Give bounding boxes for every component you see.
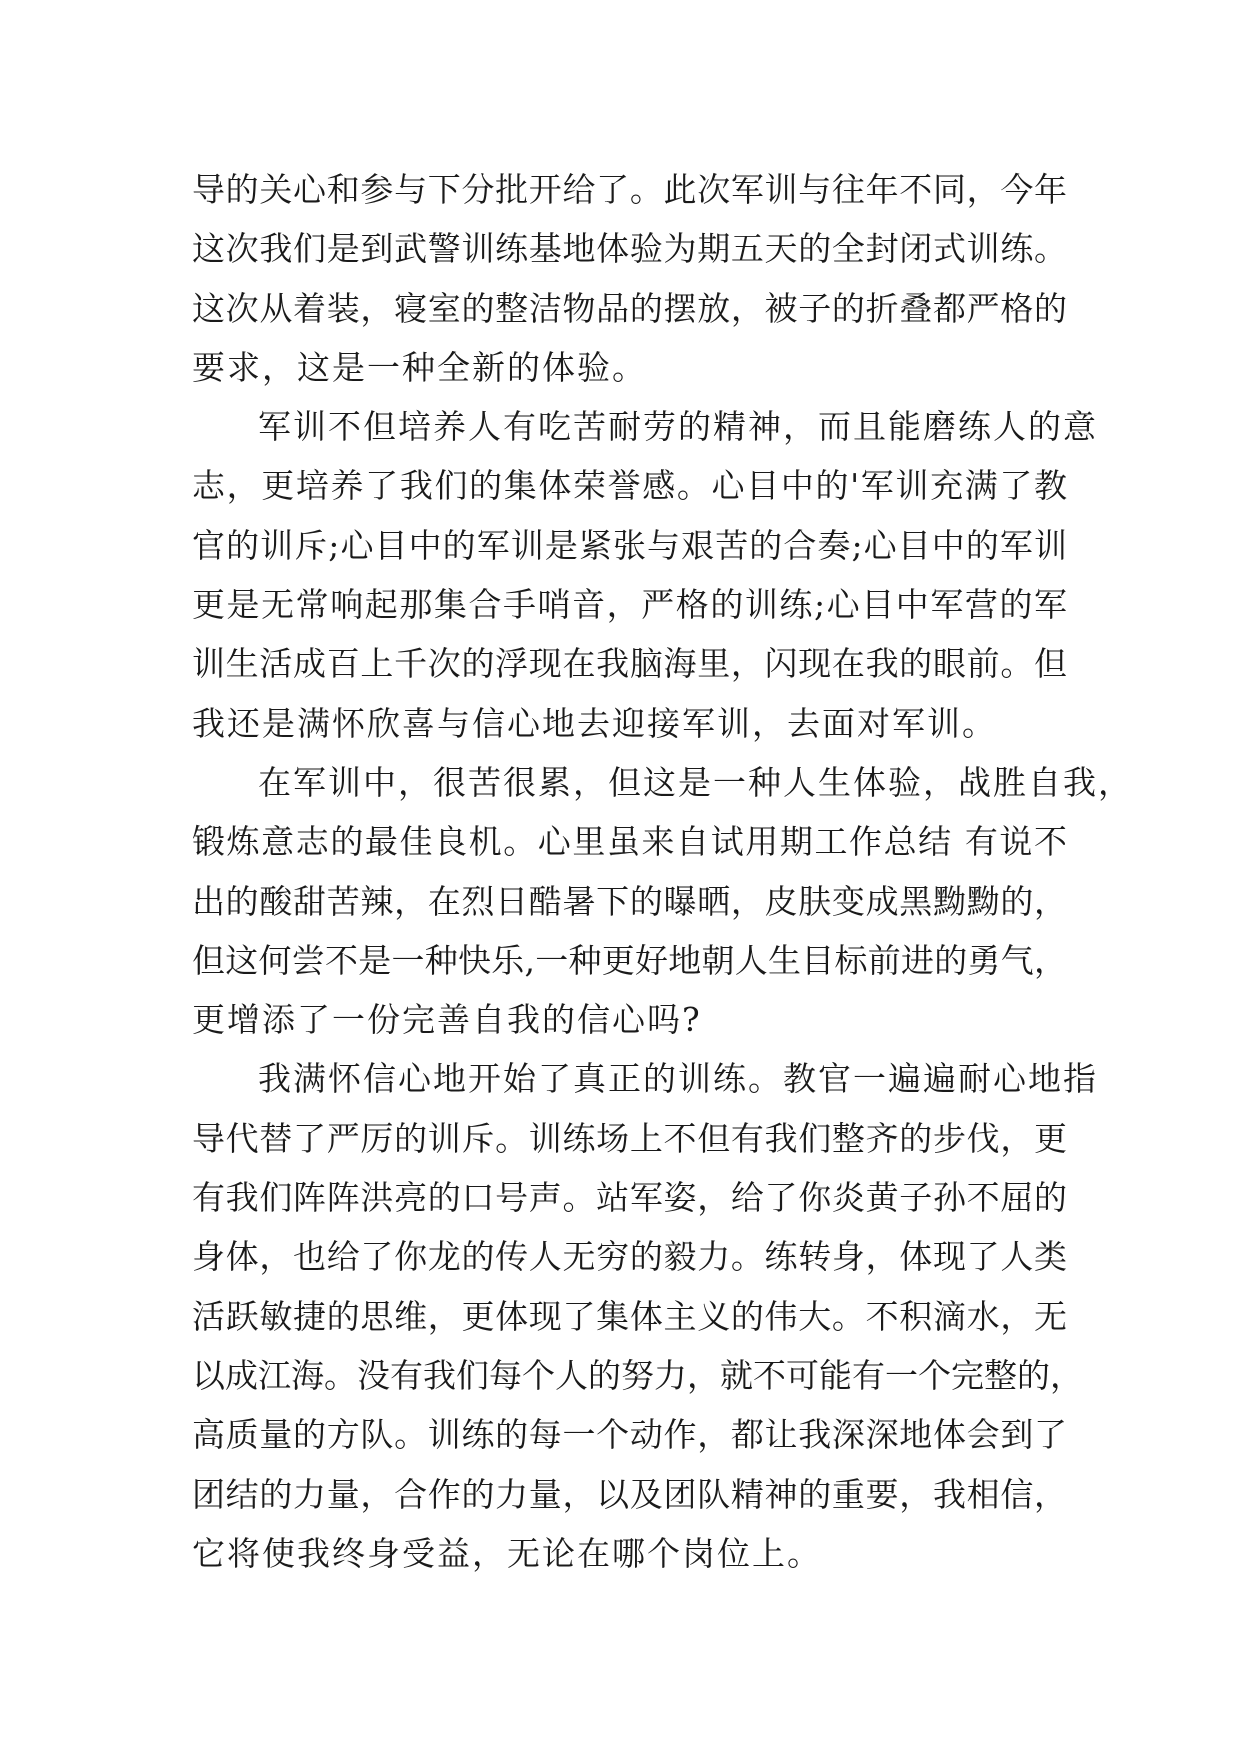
paragraph-first-line: 军训不但培养人有吃苦耐劳的精神，而且能磨练人的意 xyxy=(258,407,1098,447)
text-line: 我还是满怀欣喜与信心地去迎接军训，去面对军训。 xyxy=(192,703,997,743)
text-line: 官的训斥;心目中的军训是紧张与艰苦的合奏;心目中的军训 xyxy=(192,525,1067,565)
text-line: 但这何尝不是一种快乐,一种更好地朝人生目标前进的勇气， xyxy=(192,940,1067,980)
text-line: 锻炼意志的最佳良机。心里虽来自试用期工作总结 有说不 xyxy=(192,822,1067,862)
text-line: 导的关心和参与下分批开给了。此次军训与往年不同，今年 xyxy=(192,170,1067,209)
text-line: 高质量的方队。训练的每一个动作，都让我深深地体会到了 xyxy=(192,1415,1067,1455)
text-line: 训生活成百上千次的浮现在我脑海里，闪现在我的眼前。但 xyxy=(192,644,1067,684)
text-line: 导代替了严厉的训斥。训练场上不但有我们整齐的步伐，更 xyxy=(192,1118,1067,1158)
text-line: 出的酸甜苦辣，在烈日酷暑下的曝晒，皮肤变成黑黝黝的， xyxy=(192,881,1067,921)
text-line: 要求，这是一种全新的体验。 xyxy=(192,347,647,387)
paragraph-first-line: 在军训中，很苦很累，但这是一种人生体验，战胜自我， xyxy=(258,762,1133,802)
text-line: 团结的力量，合作的力量，以及团队精神的重要，我相信， xyxy=(192,1474,1067,1514)
text-line: 它将使我终身受益，无论在哪个岗位上。 xyxy=(192,1533,822,1573)
text-line: 身体，也给了你龙的传人无穷的毅力。练转身，体现了人类 xyxy=(192,1237,1067,1277)
text-line: 这次从着装，寝室的整洁物品的摆放，被子的折叠都严格的 xyxy=(192,288,1067,328)
paragraph-first-line: 我满怀信心地开始了真正的训练。教官一遍遍耐心地指 xyxy=(258,1059,1098,1099)
text-line: 有我们阵阵洪亮的口号声。站军姿，给了你炎黄子孙不屈的 xyxy=(192,1178,1067,1218)
text-line: 更增添了一份完善自我的信心吗? xyxy=(192,1000,702,1040)
body-text xyxy=(192,160,1133,1583)
text-line: 以成江海。没有我们每个人的努力，就不可能有一个完整的， xyxy=(192,1355,1083,1395)
text-line: 这次我们是到武警训练基地体验为期五天的全封闭式训练。 xyxy=(192,229,1067,269)
text-line: 志，更培养了我们的集体荣誉感。心目中的'军训充满了教 xyxy=(192,466,1067,506)
text-line: 更是无常响起那集合手哨音，严格的训练;心目中军营的军 xyxy=(192,585,1067,625)
text-line: 活跃敏捷的思维，更体现了集体主义的伟大。不积滴水，无 xyxy=(192,1296,1067,1336)
